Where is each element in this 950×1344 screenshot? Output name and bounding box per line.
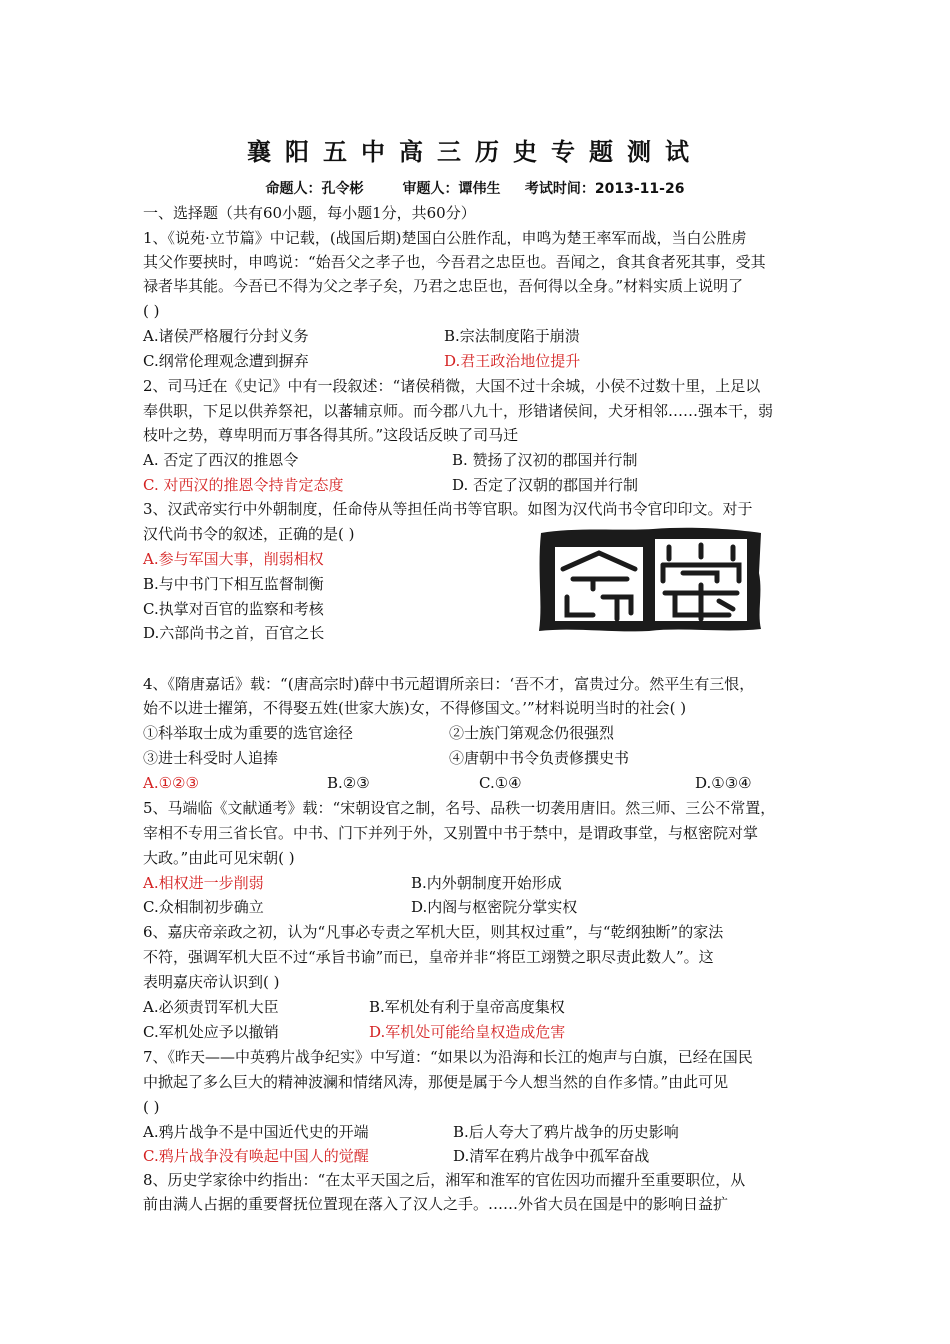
q6-option-b: B.军机处有利于皇帝高度集权 — [369, 998, 565, 1016]
q5-stem-line: 大政。”由此可见宋朝( ) — [143, 849, 295, 867]
q3-stem-line: 3、汉武帝实行中外朝制度，任命侍从等担任尚书等官职。如图为汉代尚书令官印印文。对于 — [143, 500, 753, 518]
q5-option-b: B.内外朝制度开始形成 — [411, 874, 562, 892]
q1-option-d-answer: D.君王政治地位提升 — [444, 352, 581, 370]
q8-stem-line: 8、历史学家徐中约指出：“在太平天国之后，湘军和淮军的官佐因功而擢升至重要职位，从 — [143, 1171, 746, 1189]
q1-stem-line: 禄者毕其能。今吾已不得为父之孝子矣，乃君之忠臣也，吾何得以全身。”材料实质上说明了 — [143, 277, 744, 295]
q4-statement-2: ②士族门第观念仍很强烈 — [449, 724, 615, 742]
q7-option-d: D.清军在鸦片战争中孤军奋战 — [453, 1147, 650, 1165]
q1-stem-line: 其父作要挟时，申鸣说：“始吾父之孝子也，今吾君之忠臣也。吾闻之，食其食者死其事，受其 — [143, 253, 766, 271]
q4-option-b: B.②③ — [327, 774, 370, 792]
q3-option-a-answer: A.参与军国大事，削弱相权 — [143, 550, 324, 568]
q3-option-d: D.六部尚书之首，百官之长 — [143, 624, 325, 642]
q2-stem-line: 枝叶之势，尊卑明而万事各得其所。”这段话反映了司马迁 — [143, 426, 519, 444]
q7-stem-line: ( ) — [143, 1098, 160, 1116]
seal-image — [533, 523, 765, 635]
q1-option-c: C.纲常伦理观念遭到摒弃 — [143, 352, 309, 370]
q2-stem-line: 奉供职，下足以供养祭祀，以蕃辅京师。而今郡八九十，形错诸侯间，犬牙相邻……强本干，弱 — [143, 402, 774, 420]
q3-option-c: C.执掌对百官的监察和考核 — [143, 600, 324, 618]
q2-option-b: B. 赞扬了汉初的郡国并行制 — [452, 451, 638, 469]
exam-title: 襄阳五中高三历史专题测试 — [247, 138, 703, 166]
q6-stem-line: 表明嘉庆帝认识到( ) — [143, 973, 280, 991]
q2-option-a: A. 否定了西汉的推恩令 — [143, 451, 299, 469]
q5-stem-line: 宰相不专用三省长官。中书、门下并列于外，又别置中书于禁中，是谓政事堂，与枢密院对掌 — [143, 824, 759, 842]
q5-option-c: C.众相制初步确立 — [143, 898, 264, 916]
q6-stem-line: 6、嘉庆帝亲政之初，认为“凡事必专责之军机大臣，则其权过重”，与“乾纲独断”的家法 — [143, 923, 724, 941]
q3-stem-line: 汉代尚书令的叙述，正确的是( ) — [143, 525, 355, 543]
q4-statement-4: ④唐朝中书令负责修撰史书 — [449, 749, 630, 767]
q1-stem-line: ( ) — [143, 302, 160, 320]
q3-option-b: B.与中书门下相互监督制衡 — [143, 575, 324, 593]
q4-stem-line: 始不以进士擢第，不得娶五姓(世家大族)女，不得修国文。’”材料说明当时的社会( ) — [143, 699, 687, 717]
q4-stem-line: 4、《隋唐嘉话》载：“(唐高宗时)薛中书元超谓所亲曰：‘吾不才，富贵过分。然平生有三恨， — [143, 675, 755, 693]
q7-option-a: A.鸦片战争不是中国近代史的开端 — [143, 1123, 369, 1141]
q2-stem-line: 2、司马迁在《史记》中有一段叙述：“诸侯稍微，大国不过十余城，小侯不过数十里，上足以 — [143, 377, 761, 395]
q4-statement-3: ③进士科受时人追捧 — [143, 749, 279, 767]
exam-meta: 命题人：孔令彬 审题人：谭伟生 考试时间：2013-11-26 — [265, 181, 685, 197]
q1-option-b: B.宗法制度陷于崩溃 — [444, 327, 580, 345]
section-heading: 一、选择题（共有60小题，每小题1分，共60分） — [143, 204, 476, 222]
q7-stem-line: 7、《昨天——中英鸦片战争纪实》中写道：“如果以为沿海和长江的炮声与白旗，已经在国民 — [143, 1048, 753, 1066]
q6-option-d-answer: D.军机处可能给皇权造成危害 — [369, 1023, 566, 1041]
q6-option-a: A.必须责罚军机大臣 — [143, 998, 279, 1016]
q1-option-a: A.诸侯严格履行分封义务 — [143, 327, 309, 345]
q7-stem-line: 中掀起了多么巨大的精神波澜和情绪风涛，那便是属于今人想当然的自作多情。”由此可见 — [143, 1073, 729, 1091]
q5-option-a-answer: A.相权进一步削弱 — [143, 874, 264, 892]
q8-stem-line: 前由满人占据的重要督抚位置现在落入了汉人之手。……外省大员在国是中的影响日益扩 — [143, 1195, 729, 1213]
q5-stem-line: 5、马端临《文献通考》载：“宋朝设官之制，名号、品秩一切袭用唐旧。然三师、三公不常置， — [143, 799, 776, 817]
q7-option-b: B.后人夸大了鸦片战争的历史影响 — [453, 1123, 679, 1141]
q2-option-d: D. 否定了汉朝的郡国并行制 — [452, 476, 639, 494]
q4-statement-1: ①科举取士成为重要的选官途径 — [143, 724, 354, 742]
q6-option-c: C.军机处应予以撤销 — [143, 1023, 279, 1041]
q7-option-c-answer: C.鸦片战争没有唤起中国人的觉醒 — [143, 1147, 369, 1165]
q5-option-d: D.内阁与枢密院分掌实权 — [411, 898, 578, 916]
q4-option-d: D.①③④ — [695, 774, 752, 792]
q6-stem-line: 不符，强调军机大臣不过“承旨书谕”而已，皇帝并非“将臣工翊赞之职尽责此数人”。这 — [143, 948, 714, 966]
q4-option-a-answer: A.①②③ — [143, 774, 199, 792]
q1-stem-line: 1、《说苑·立节篇》中记载，(战国后期)楚国白公胜作乱，申鸣为楚王率军而战，当白公胜虏 — [143, 229, 747, 247]
q4-option-c: C.①④ — [479, 774, 522, 792]
q2-option-c-answer: C. 对西汉的推恩令持肯定态度 — [143, 476, 344, 494]
